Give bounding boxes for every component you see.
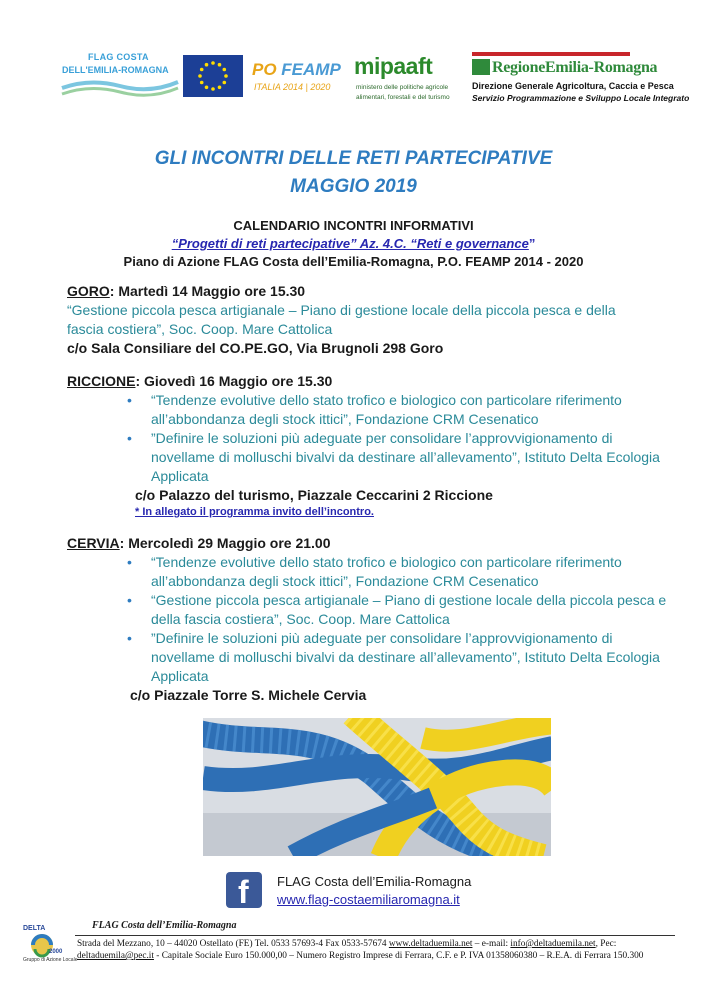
eu-stars-icon: [183, 55, 243, 97]
goro-date: : Martedì 14 Maggio ore 15.30: [109, 283, 306, 299]
footer-web-link[interactable]: www.deltaduemila.net: [388, 939, 473, 949]
cervia-address: c/o Piazzale Torre S. Michele Cervia: [130, 687, 367, 703]
list-item: [127, 553, 667, 591]
feamp-label: FEAMP: [281, 60, 341, 79]
mipaaft-sub1: ministero delle politiche agricole: [356, 84, 449, 91]
project-link-end: ”: [528, 236, 536, 251]
project-heading: [0, 236, 707, 251]
list-item: [127, 429, 667, 486]
mipaaft-logo: [354, 53, 464, 105]
facebook-icon[interactable]: f: [226, 872, 262, 908]
flag-logo-line2: DELL'EMILIA-ROMAGNA: [62, 65, 169, 75]
footer-pec-label: , Pec:: [595, 939, 617, 949]
list-item: [127, 591, 667, 629]
delta-logo-sub: Gruppo di Azione Locale: [23, 957, 78, 963]
footer-divider: [75, 935, 675, 936]
riccione-city: RICCIONE: [67, 373, 136, 389]
po-label: PO: [252, 60, 282, 79]
footer-company-info: - Capitale Sociale Euro 150.000,00 – Numero Registro Imprese di Ferrara, C.F. e P. IVA 01358060380 – R.E.A. di Ferrara 150.300: [153, 951, 644, 961]
goro-heading: [67, 282, 647, 301]
delta-2000-logo: [23, 925, 78, 967]
riccione-date: : Giovedì 16 Maggio ore 15.30: [135, 373, 333, 389]
cervia-city: CERVIA: [67, 535, 120, 551]
cervia-talk-list: [127, 553, 667, 686]
eu-flag-logo: [183, 55, 243, 97]
flag-costa-logo: [60, 50, 180, 98]
goro-section: [67, 282, 647, 358]
talk-title: “Gestione piccola pesca artigianale – Piano di gestione locale della piccola pesca e della fascia costiera”: [151, 592, 667, 627]
riccione-heading: [67, 372, 332, 391]
regione-emilia-romagna-logo: [472, 50, 690, 108]
mipaaft-name: mipaaft: [354, 53, 433, 79]
riccione-talk-list: [127, 391, 667, 486]
footer-email-label: – e-mail:: [472, 939, 511, 949]
goro-talk: “Gestione piccola pesca artigianale – Piano di gestione locale della piccola pesca e della fascia costiera”: [67, 302, 616, 337]
talk-title: “Tendenze evolutive dello stato trofico e biologico con particolare riferimento all’abbondanza degli stock ittici”: [151, 554, 622, 589]
page-subtitle: MAGGIO 2019: [290, 176, 417, 197]
list-item: [127, 629, 667, 686]
footer-email-link[interactable]: info@deltaduemila.net: [510, 939, 596, 949]
page-title: GLI INCONTRI DELLE RETI PARTECIPATIVE: [154, 148, 553, 169]
riccione-address: c/o Palazzo del turismo, Piazzale Ceccarini 2 Riccione: [135, 487, 493, 503]
riccione-note[interactable]: * In allegato il programma invito dell’incontro.: [135, 506, 374, 518]
talk-title: ”Definire le soluzioni più adeguate per consolidare l’approvvigionamento di novellame di molluschi bivalvi da destinare all’allevamento”: [151, 430, 613, 465]
footer-title: FLAG Costa dell’Emilia-Romagna: [92, 920, 237, 931]
goro-city: GORO: [67, 283, 110, 299]
rope-knot-image: [203, 718, 551, 856]
talk-speaker: , Soc. Coop. Mare Cattolica: [278, 611, 450, 627]
delta-logo-label: DELTA: [23, 925, 46, 932]
delta-logo-year: 2000: [49, 949, 63, 955]
goro-speaker: , Soc. Coop. Mare Cattolica: [161, 321, 333, 337]
rer-servizio: Servizio Programmazione e Sviluppo Locale Integrato: [472, 93, 690, 103]
talk-speaker: , Istituto Delta Ecologia Applicata: [151, 649, 660, 684]
plan-heading: Piano di Azione FLAG Costa dell’Emilia-Romagna, P.O. FEAMP 2014 - 2020: [123, 254, 584, 269]
list-item: [127, 391, 667, 429]
goro-address: c/o Sala Consiliare del CO.PE.GO, Via Brugnoli 298 Goro: [67, 340, 444, 356]
flag-logo-line1: FLAG COSTA: [88, 52, 149, 62]
po-feamp-logo: [252, 60, 352, 100]
footer-line-2: [77, 951, 643, 961]
facebook-page-name: FLAG Costa dell’Emilia-Romagna: [277, 874, 472, 889]
po-feamp-sub: ITALIA 2014 | 2020: [254, 82, 331, 92]
talk-title: “Tendenze evolutive dello stato trofico e biologico con particolare riferimento all’abbondanza degli stock ittici”: [151, 392, 622, 427]
website-link[interactable]: www.flag-costaemiliaromagna.it: [277, 892, 460, 907]
rer-direzione: Direzione Generale Agricoltura, Caccia e Pesca: [472, 81, 674, 91]
cervia-heading: [67, 534, 331, 553]
calendar-heading: CALENDARIO INCONTRI INFORMATIVI: [233, 218, 474, 233]
talk-title: ”Definire le soluzioni più adeguate per consolidare l’approvvigionamento di novellame di molluschi bivalvi da destinare all’allevamento”: [151, 630, 613, 665]
rer-red-bar: [472, 52, 630, 56]
talk-speaker: , Istituto Delta Ecologia Applicata: [151, 449, 660, 484]
rer-emblem-icon: [472, 59, 490, 75]
rer-name: RegioneEmilia-Romagna: [492, 59, 658, 76]
project-link[interactable]: “Progetti di reti partecipative” Az. 4.C. “Reti e governance: [171, 236, 529, 251]
talk-speaker: , Fondazione CRM Cesenatico: [347, 411, 539, 427]
talk-speaker: , Fondazione CRM Cesenatico: [347, 573, 539, 589]
footer-address: Strada del Mezzano, 10 – 44020 Ostellato (FE) Tel. 0533 57693-4 Fax 0533-57674: [77, 939, 389, 949]
mipaaft-sub2: alimentari, forestali e del turismo: [356, 94, 450, 101]
wave-icon: [60, 76, 180, 98]
footer-pec-link[interactable]: deltaduemila@pec.it: [77, 951, 154, 961]
goro-talk-paragraph: [67, 301, 647, 339]
footer-line-1: [77, 939, 616, 949]
cervia-date: : Mercoledì 29 Maggio ore 21.00: [119, 535, 331, 551]
